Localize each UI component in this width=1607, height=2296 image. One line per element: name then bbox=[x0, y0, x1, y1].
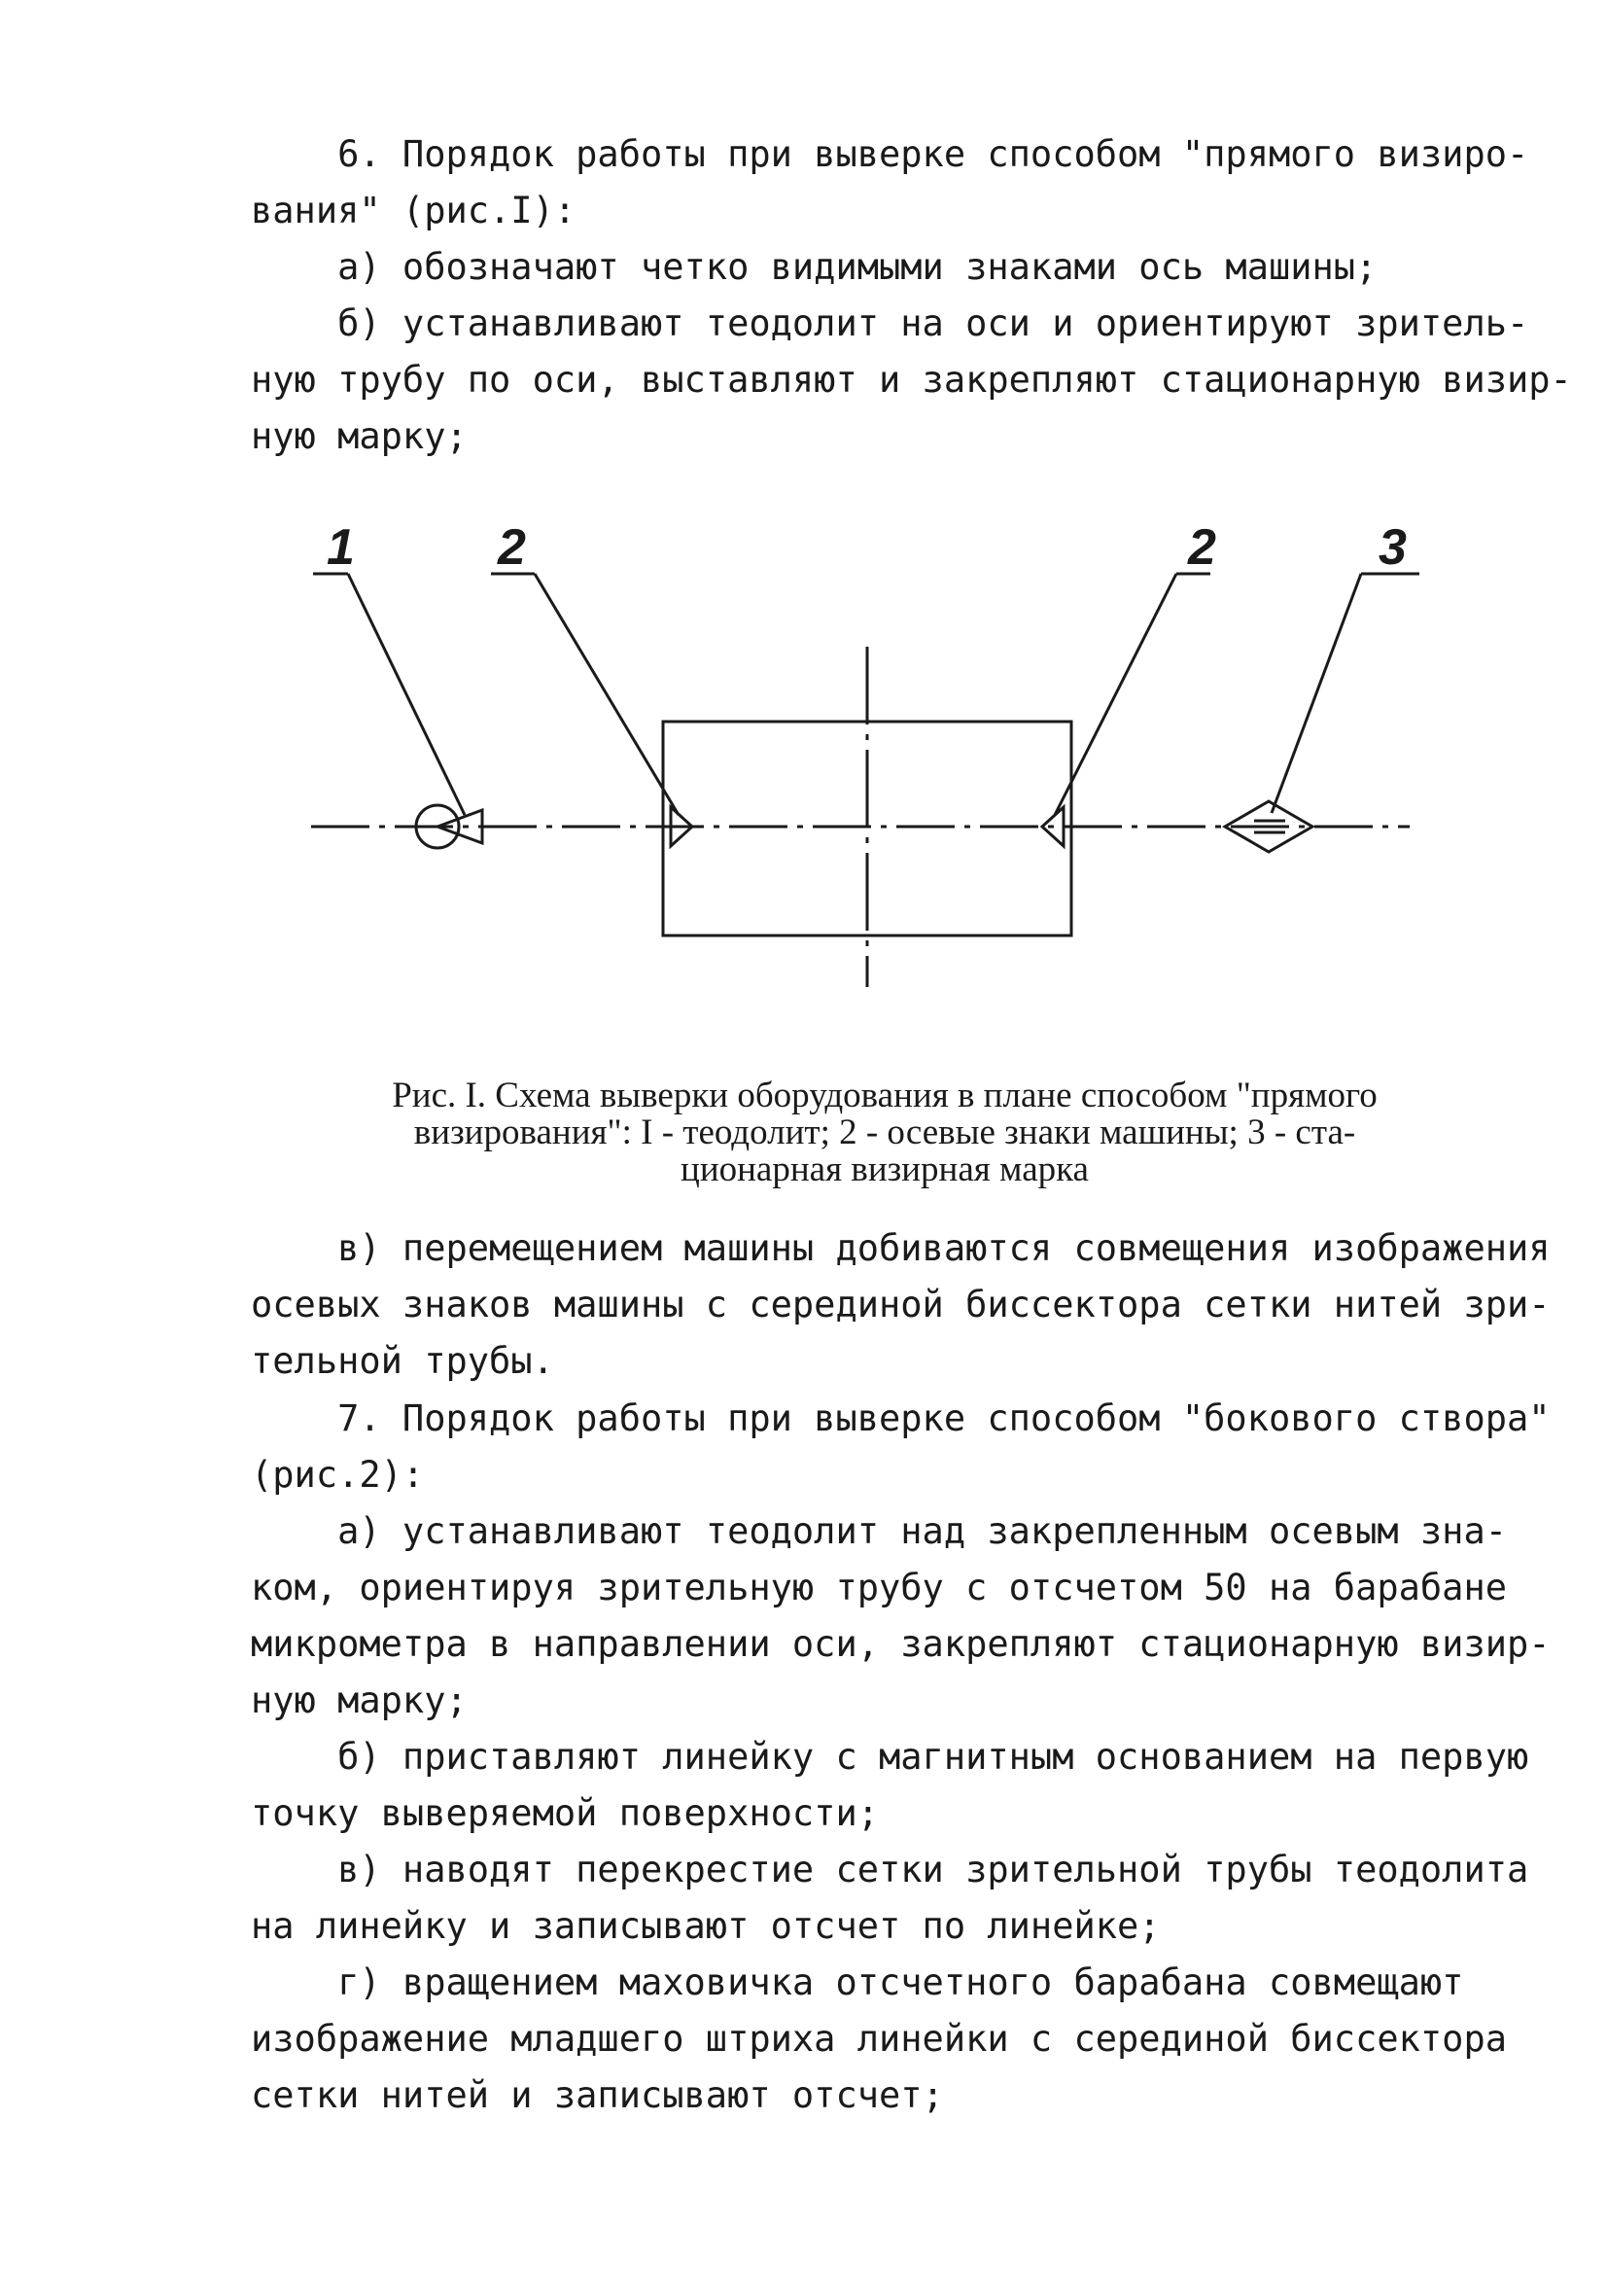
marker-label: 3 bbox=[1379, 519, 1407, 576]
text-line: ком, ориентируя зрительную трубу с отсчетом 50 на барабане bbox=[251, 1567, 1508, 1608]
text-line: ную марку; bbox=[251, 1679, 468, 1721]
leader-line bbox=[348, 574, 465, 815]
text-line: изображение младшего штриха линейки с серединой биссектора bbox=[251, 2018, 1508, 2060]
text-line: а) устанавливают теодолит над закрепленным осевым зна- bbox=[251, 1510, 1508, 1552]
leader-line bbox=[535, 574, 679, 815]
text-line: тельной трубы. bbox=[251, 1340, 554, 1382]
text-line: ную марку; bbox=[251, 415, 468, 457]
text-line: микрометра в направлении оси, закрепляют стационарную визир- bbox=[251, 1623, 1551, 1665]
text-line: 7. Порядок работы при выверке способом "бокового створа" bbox=[251, 1397, 1551, 1439]
marker-label: 1 bbox=[327, 519, 355, 576]
section-6 bbox=[251, 126, 1572, 465]
section-6-continued bbox=[251, 1220, 1551, 1390]
text-line: вания" (рис.I): bbox=[251, 190, 576, 231]
caption-line: ционарная визирная марка bbox=[681, 1149, 1089, 1189]
text-line: б) приставляют линейку с магнитным основанием на первую bbox=[251, 1736, 1529, 1778]
text-line: 6. Порядок работы при выверке способом "прямого визиро- bbox=[251, 133, 1529, 175]
text-line: б) устанавливают теодолит на оси и ориентируют зритель- bbox=[251, 302, 1529, 344]
text-line: а) обозначают четко видимыми знаками ось машины; bbox=[251, 246, 1378, 288]
marker-label: 2 bbox=[498, 519, 526, 576]
text-line: в) перемещением машины добиваются совмещения изображения bbox=[251, 1227, 1551, 1269]
text-line: в) наводят перекрестие сетки зрительной трубы теодолита bbox=[251, 1849, 1529, 1890]
caption-line: визирования": I - теодолит; 2 - осевые знаки машины; 3 - ста- bbox=[413, 1113, 1356, 1152]
text-line: (рис.2): bbox=[251, 1454, 425, 1496]
figure-caption bbox=[243, 1077, 1526, 1188]
caption-line: Рис. I. Схема выверки оборудования в плане способом "прямого bbox=[392, 1076, 1378, 1115]
section-7 bbox=[251, 1391, 1551, 2124]
text-line: на линейку и записывают отсчет по линейке; bbox=[251, 1905, 1161, 1947]
marker-label: 2 bbox=[1188, 519, 1216, 576]
text-line: осевых знаков машины с серединой биссектора сетки нитей зри- bbox=[251, 1284, 1551, 1325]
text-line: г) вращением маховичка отсчетного барабана совмещают bbox=[251, 1961, 1464, 2003]
leader-line bbox=[1272, 574, 1361, 813]
leader-line bbox=[1055, 574, 1176, 815]
text-line: точку выверяемой поверхности; bbox=[251, 1792, 880, 1834]
text-line: ную трубу по оси, выставляют и закрепляют стационарную визир- bbox=[251, 359, 1572, 401]
alignment-diagram bbox=[292, 506, 1439, 1011]
text-line: сетки нитей и записывают отсчет; bbox=[251, 2074, 944, 2116]
